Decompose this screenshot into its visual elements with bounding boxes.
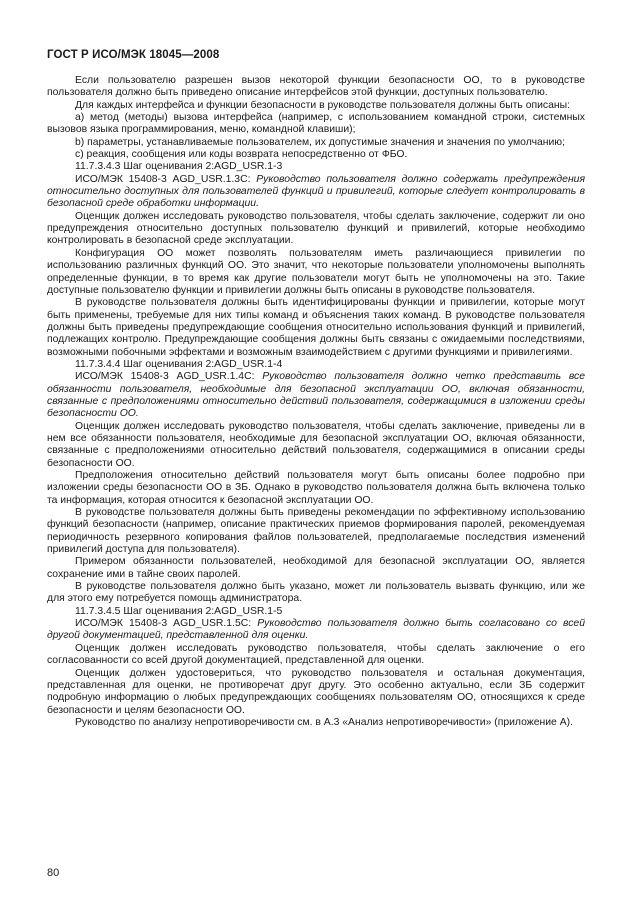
paragraph: Оценщик должен исследовать руководство пользователя, чтобы сделать заключение, содержит ли оно предупреждения относительно доступных пользователю функций и привилегий, которые необходимо контролировать в безопасной среде эксплуатации. [47, 210, 585, 247]
paragraph: В руководстве пользователя должны быть идентифицированы функции и привилегии, которые могут быть применены, требуемые для них типы команд и объяснения таких команд. В руководстве пользователя должны быть приведены предупреждающие сообщения относительно использования функций и привилегий, подлежащих контролю. Предупреждающие сообщения должны быть связаны с ожидаемыми последствиями, возможными побочными эффектами и возможным взаимодействием с другими функциями и привилегиями. [47, 297, 585, 358]
list-item: b) параметры, устанавливаемые пользователем, их допустимые значения и значения по умолчанию; [75, 136, 565, 148]
page-number: 80 [47, 867, 60, 879]
paragraph: Оценщик должен удостовериться, что руководство пользователя и остальная документация, представленная для оценки, не противоречат друг другу. Это особенно актуально, если ЗБ содержит подробную информацию о любых предупреждающих сообщениях пользователям ОО, относящихся к среде безопасности и целям безопасности ОО. [47, 667, 585, 716]
paragraph: В руководстве пользователя должно быть указано, может ли пользователь вызвать функцию, или же для этого ему потребуется помощь администратора. [47, 581, 585, 605]
requirement-reference: ИСО/МЭК 15408-3 AGD_USR.1.5C: [75, 618, 258, 630]
list-item: с) реакция, сообщения или коды возврата непосредственно от ФБО. [75, 149, 408, 161]
paragraph: Конфигурация ОО может позволять пользователям иметь различающиеся привилегии по использованию различных функций ОО. Это значит, что некоторые пользователи уполномочены выполнять определенные функции, в то время как другие пользователи могут быть не уполномочены на это. Такие доступные пользователю функции и привилегии должны быть описаны в руководстве пользователя. [47, 247, 585, 296]
paragraph: Оценщик должен исследовать руководство пользователя, чтобы сделать заключение, приведены ли в нем все обязанности пользователя, необходимые для безопасной эксплуатации ОО, включая обязанности, связанные с предположениями относительно действий пользователя, содержащимися в описании среды безопасности ОО. [47, 420, 585, 469]
evaluation-step-heading: 11.7.3.4.5 Шаг оценивания 2:AGD_USR.1-5 [75, 605, 283, 617]
document-body [47, 75, 585, 729]
requirement-paragraph [47, 618, 585, 643]
paragraph: Примером обязанности пользователей, необходимой для безопасной эксплуатации ОО, является сохранение ими в тайне своих паролей. [47, 556, 585, 580]
evaluation-step-heading: 11.7.3.4.3 Шаг оценивания 2:AGD_USR.1-3 [75, 161, 283, 173]
paragraph: Если пользователю разрешен вызов некоторой функции безопасности ОО, то в руководстве пользователя должно быть приведено описание интерфейсов этой функции, доступных пользователю. [47, 75, 585, 99]
requirement-reference: ИСО/МЭК 15408-3 AGD_USR.1.3C: [75, 173, 257, 185]
requirement-text: Руководство пользователя должно четко представить все обязанности пользователя, необходимые для безопасной эксплуатации ОО, включая обязанности, связанные с предположениями относительно действий пользователя, содержащимися в изложении среды безопасности ОО. [47, 371, 585, 420]
requirement-reference: ИСО/МЭК 15408-3 AGD_USR.1.4C: [75, 371, 263, 383]
document-header: ГОСТ Р ИСО/МЭК 18045—2008 [47, 49, 220, 61]
requirement-paragraph [47, 371, 585, 420]
list-item: а) метод (методы) вызова интерфейса (например, с использованием командной строки, системных вызовов языка программирования, меню, командной клавиши); [47, 112, 585, 136]
paragraph: Предположения относительно действий пользователя могут быть описаны более подробно при изложении среды безопасности ОО в ЗБ. Однако в руководство пользователя должна быть включена только та информация, которая относится к безопасной эксплуатации ОО. [47, 470, 585, 506]
requirement-paragraph [47, 174, 585, 211]
evaluation-step-heading: 11.7.3.4.4 Шаг оценивания 2:AGD_USR.1-4 [75, 358, 283, 370]
requirement-text: Руководство пользователя должно содержать предупреждения относительно доступных для пользователей функций и привилегий, которые следует контролировать в безопасной среде обработки информации. [47, 173, 585, 210]
paragraph: Руководство по анализу непротиворечивости см. в А.3 «Анализ непротиворечивости» (приложение А). [75, 716, 573, 728]
requirement-text: Руководство пользователя должно быть согласовано со всей другой документацией, представленной для оценки. [47, 618, 585, 642]
paragraph: Для каждых интерфейса и функции безопасности в руководстве пользователя должны быть описаны: [75, 99, 570, 111]
paragraph: В руководстве пользователя должны быть приведены рекомендации по эффективному использованию функций безопасности (например, описание практических приемов формирования паролей, рекомендуемая периодичность резервного копирования файлов пользователей, предполагаемые последствия изменений привилегий доступа для пользователя). [47, 507, 585, 556]
paragraph: Оценщик должен исследовать руководство пользователя, чтобы сделать заключение о его согласованности со всей другой документацией, представленной для оценки. [47, 642, 585, 667]
